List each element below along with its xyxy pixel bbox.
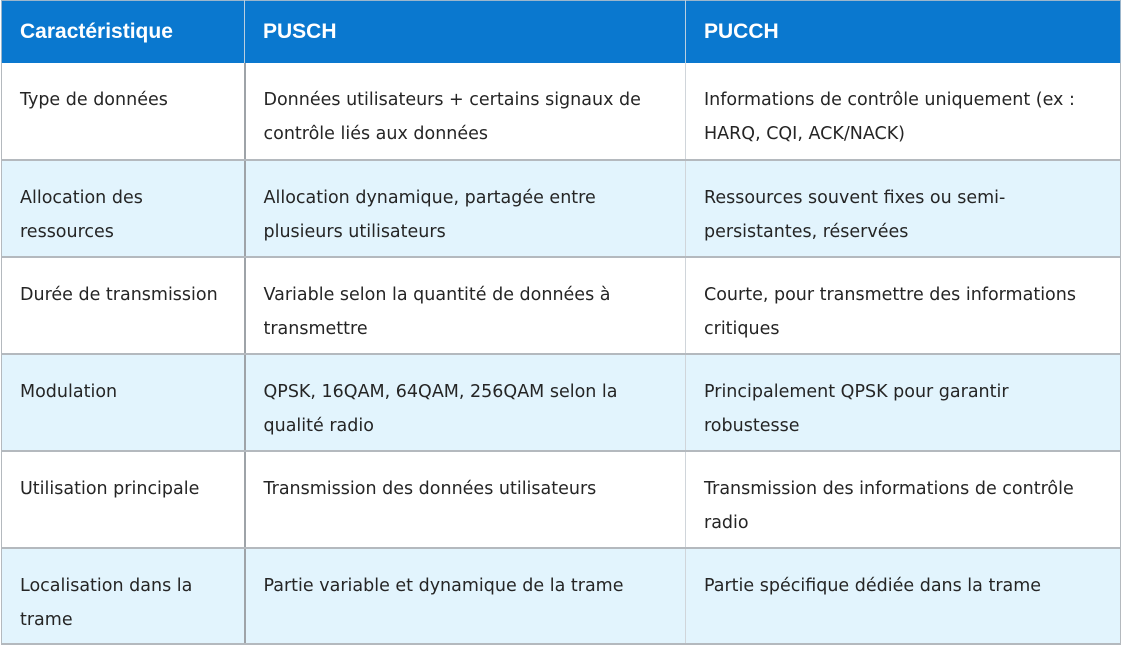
pucch-cell: Courte, pour transmettre des informations critiques — [686, 257, 1121, 354]
header-row — [2, 1, 1121, 63]
row-label: Localisation dans la trame — [2, 548, 245, 644]
pucch-cell: Informations de contrôle uniquement (ex : HARQ, CQI, ACK/NACK) — [686, 63, 1121, 160]
table-body — [2, 63, 1121, 644]
table-row — [2, 160, 1121, 257]
pucch-cell: Principalement QPSK pour garantir robustesse — [686, 354, 1121, 451]
pusch-cell: Données utilisateurs + certains signaux de contrôle liés aux données — [245, 63, 686, 160]
pucch-cell: Transmission des informations de contrôle radio — [686, 451, 1121, 548]
pusch-cell: Transmission des données utilisateurs — [245, 451, 686, 548]
table-row — [2, 257, 1121, 354]
row-label: Utilisation principale — [2, 451, 245, 548]
pusch-cell: QPSK, 16QAM, 64QAM, 256QAM selon la qualité radio — [245, 354, 686, 451]
table-row — [2, 548, 1121, 644]
pucch-cell: Ressources souvent fixes ou semi-persistantes, réservées — [686, 160, 1121, 257]
table-row — [2, 451, 1121, 548]
header-pusch: PUSCH — [245, 1, 686, 63]
row-label: Durée de transmission — [2, 257, 245, 354]
header-caracteristique: Caractéristique — [2, 1, 245, 63]
header-pucch: PUCCH — [686, 1, 1121, 63]
table-row — [2, 354, 1121, 451]
row-label: Modulation — [2, 354, 245, 451]
row-label: Type de données — [2, 63, 245, 160]
table-header — [2, 1, 1121, 63]
table-row — [2, 63, 1121, 160]
pusch-cell: Partie variable et dynamique de la trame — [245, 548, 686, 644]
pusch-cell: Allocation dynamique, partagée entre plusieurs utilisateurs — [245, 160, 686, 257]
pusch-pucch-comparison-table — [1, 0, 1121, 645]
row-label: Allocation des ressources — [2, 160, 245, 257]
pusch-cell: Variable selon la quantité de données à transmettre — [245, 257, 686, 354]
pucch-cell: Partie spécifique dédiée dans la trame — [686, 548, 1121, 644]
